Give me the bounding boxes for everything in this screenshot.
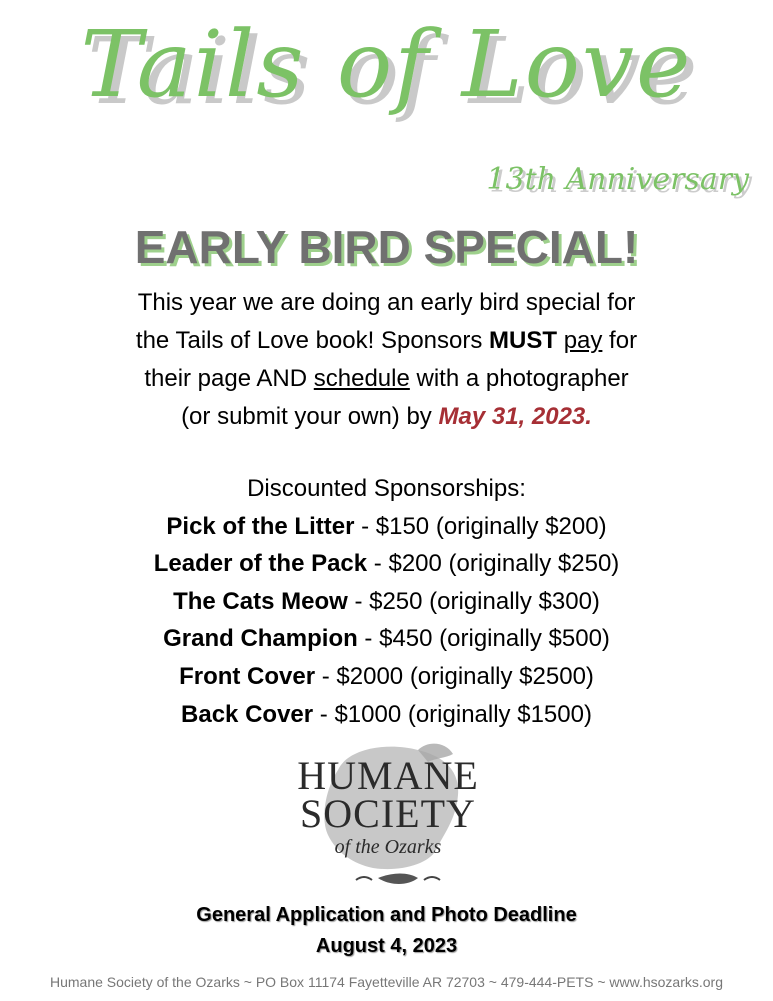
sponsorship-tier (0, 583, 773, 621)
intro-paragraph (0, 284, 773, 436)
intro-text: (or submit your own) by (181, 403, 439, 430)
humane-society-logo (268, 740, 508, 890)
deadline-date: August 4, 2023 (315, 935, 458, 957)
intro-text: for (602, 327, 638, 354)
sponsorship-tier (0, 620, 773, 658)
sponsorship-tier (0, 658, 773, 696)
tier-price: - $450 (originally $500) (357, 625, 610, 653)
tier-name: The Cats Meow (173, 587, 348, 615)
deadline-label: General Application and Photo Deadline (196, 904, 577, 926)
must-emphasis: MUST (489, 327, 558, 354)
logo-text-ozarks: of the Ozarks (334, 836, 442, 858)
logo-text-humane: HUMANE (297, 753, 479, 798)
tier-price: - $200 (originally $250) (367, 550, 620, 578)
tier-name: Pick of the Litter (166, 512, 355, 540)
tier-price: - $150 (originally $200) (354, 512, 607, 540)
tier-price: - $1000 (originally $1500) (313, 700, 592, 728)
tier-name: Front Cover (179, 662, 316, 690)
tier-name: Grand Champion (163, 625, 358, 653)
intro-line-1 (0, 284, 773, 322)
sponsorship-tier (0, 508, 773, 546)
early-bird-headline: EARLY BIRD SPECIAL! (134, 221, 639, 273)
intro-text: This year we are doing an early bird special for (137, 289, 636, 316)
footer-contact: Humane Society of the Ozarks ~ PO Box 11174 Fayetteville AR 72703 ~ 479-444-PETS ~ www.hsozarks.org (50, 974, 723, 990)
logo-text-society: SOCIETY (300, 791, 476, 836)
sponsorship-tier (0, 696, 773, 734)
tier-price: - $250 (originally $300) (347, 587, 600, 615)
tier-name: Back Cover (181, 700, 314, 728)
deadline-block (0, 900, 773, 962)
intro-text: their page AND (144, 365, 314, 392)
tier-name: Leader of the Pack (153, 550, 368, 578)
intro-text: the Tails of Love book! Sponsors (135, 327, 490, 354)
intro-line-2 (0, 322, 773, 360)
intro-text: with a photographer (409, 365, 629, 392)
intro-line-4 (0, 398, 773, 436)
event-title: Tails of Love (80, 11, 693, 118)
early-bird-date: May 31, 2023. (438, 403, 592, 430)
anniversary-subtitle: 13th Anniversary (486, 162, 749, 197)
sponsorship-heading: Discounted Sponsorships: (247, 475, 526, 502)
tier-price: - $2000 (originally $2500) (315, 662, 594, 690)
intro-line-3 (0, 360, 773, 398)
sponsorship-list (0, 470, 773, 733)
schedule-underlined: schedule (313, 365, 410, 392)
sponsorship-tier (0, 545, 773, 583)
pay-underlined: pay (563, 327, 603, 354)
